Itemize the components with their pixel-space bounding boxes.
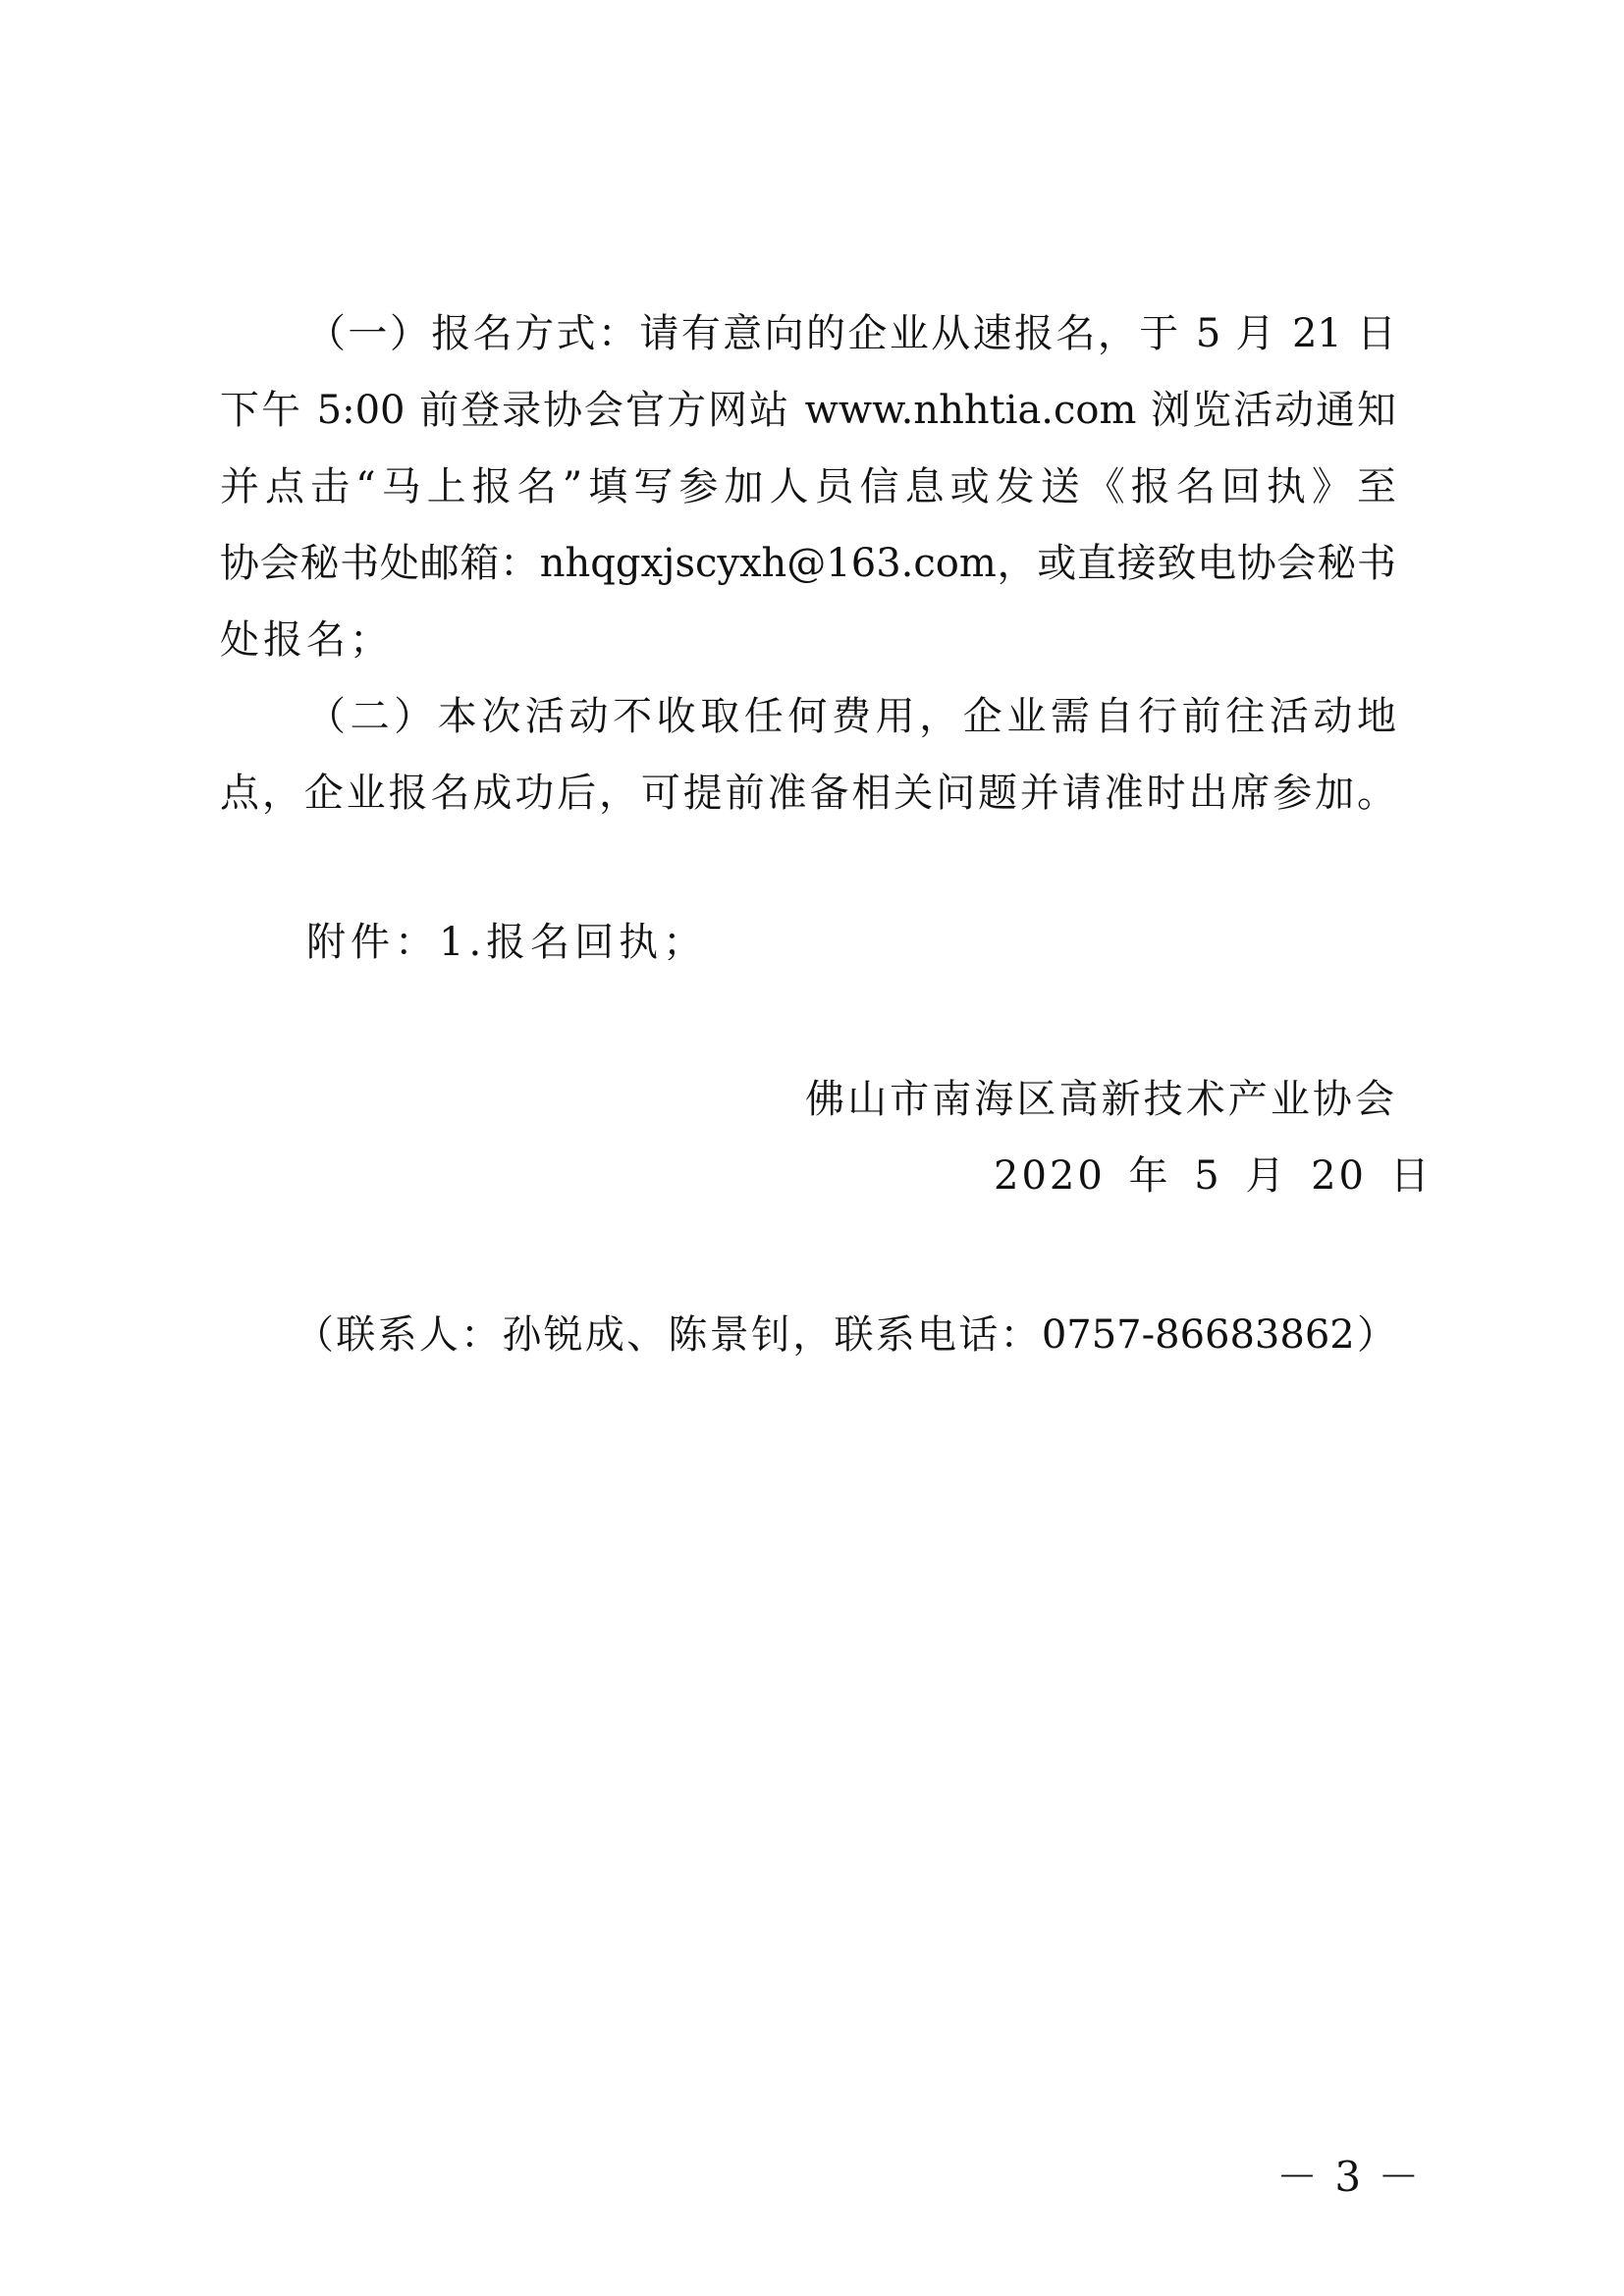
paragraph-line: 处报名；: [220, 617, 393, 663]
signature-date: 2020 年 5 月 20 日: [994, 1153, 1433, 1199]
signature-organization: 佛山市南海区高新技术产业协会: [805, 1077, 1394, 1122]
paragraph-line: 协会秘书处邮箱：nhqgxjscyxh@163.com，或直接致电协会秘书: [220, 541, 1396, 586]
contact-info: （联系人：孙锐成、陈景钊，联系电话：0757-86683862）: [295, 1312, 1396, 1358]
paragraph-line: 点，企业报名成功后，可提前准备相关问题并请准时出席参加。: [220, 771, 1396, 816]
paragraph-line: （一）报名方式：请有意向的企业从速报名，于 5 月 21 日: [306, 311, 1396, 356]
page-number: － 3 －: [1276, 2153, 1422, 2201]
paragraph-line: 下午 5:00 前登录协会官方网站 www.nhhtia.com 浏览活动通知: [220, 388, 1396, 433]
paragraph-line: （二）本次活动不收取任何费用，企业需自行前往活动地: [306, 694, 1396, 739]
paragraph-line: 并点击“马上报名”填写参加人员信息或发送《报名回执》至: [220, 464, 1396, 509]
attachment-note: 附件：1.报名回执；: [306, 920, 708, 965]
